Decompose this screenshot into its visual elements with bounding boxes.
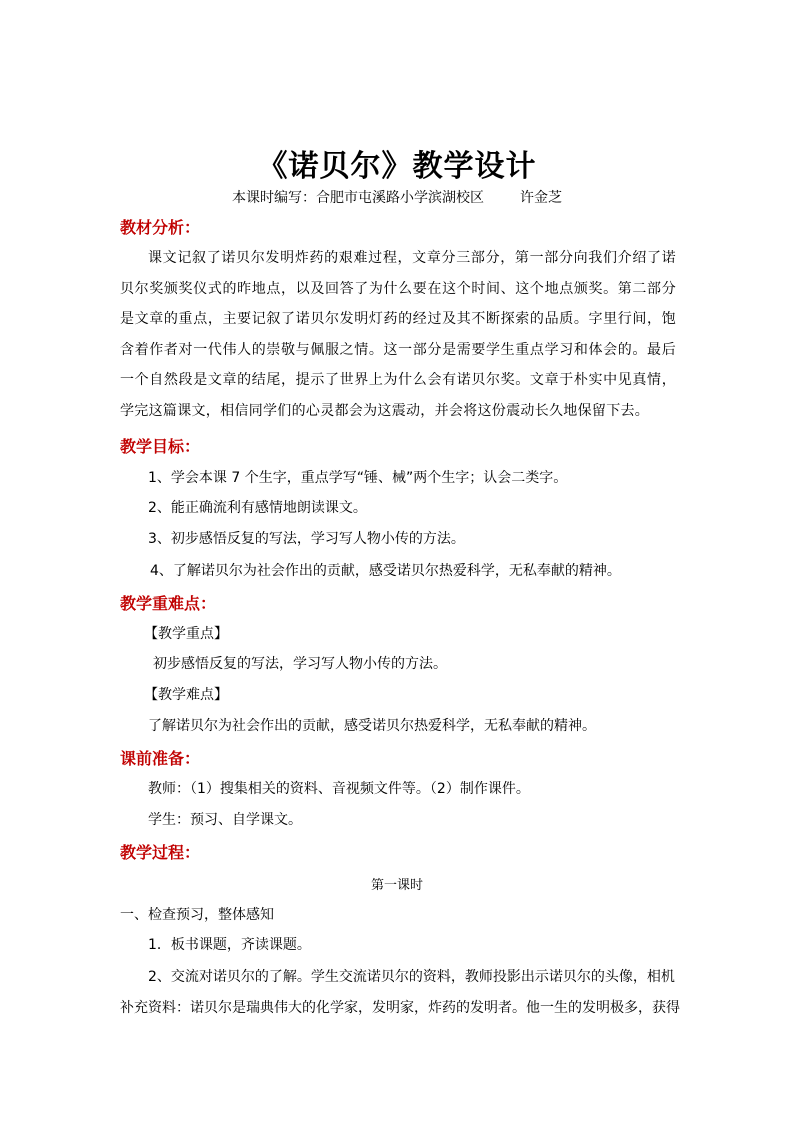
step-1-item-2-line-1: 2、交流对诺贝尔的了解。学生交流诺贝尔的资料，教师投影出示诺贝尔的头像，相机 [148,969,675,985]
goal-item-3: 3、初步感悟反复的写法，学习写人物小传的方法。 [148,531,465,547]
heading-analysis: 教材分析： [120,218,201,237]
author-line [0,187,794,207]
document-title: 《诺贝尔》教学设计 [257,149,537,184]
heading-preparation: 课前准备： [120,749,201,768]
step-1-item-1: 1．板书课题，齐读课题。 [148,937,311,953]
preparation-student: 学生：预习、自学课文。 [148,812,302,828]
preparation-teacher: 教师：（1）搜集相关的资料、音视频文件等。（2）制作课件。 [148,781,530,797]
analysis-paragraph: 课文记叙了诺贝尔发明炸药的艰难过程，文章分三部分，第一部分向我们介绍了诺贝尔奖颁奖仪式的昨地点，以及回答了为什么要在这个时间、这个地点颁奖。第二部分是文章的重点，主要记叙了诺贝尔发明灯药的经过及其不断探索的品质。字里行间，饱含着作者对一代伟人的崇敬与佩服之情。这一部分是需要学生重点学习和体会的。最后一个自然段是文章的结尾，提示了世界上为什么会有诺贝尔奖。文章于朴实中见真情，学完这篇课文，相信同学们的心灵都会为这震动，并会将这份震动长久地保留下去。 [120,250,676,419]
goal-item-2: 2、能正确流利有感情地朗读课文。 [148,500,367,516]
goal-item-4: 4、了解诺贝尔为社会作出的贡献，感受诺贝尔热爱科学，无私奉献的精神。 [150,563,621,579]
author-affiliation: 本课时编写：合肥市屯溪路小学滨湖校区 [232,190,484,206]
lesson-label: 第一课时 [370,878,423,893]
heading-process: 教学过程： [120,843,201,862]
difficulty-text: 了解诺贝尔为社会作出的贡献，感受诺贝尔热爱科学，无私奉献的精神。 [148,718,596,734]
heading-goals: 教学目标： [120,437,201,456]
focus-text: 初步感悟反复的写法，学习写人物小传的方法。 [153,656,447,672]
step-1-heading: 一、检查预习，整体感知 [120,907,274,923]
focus-label: 【教学重点】 [144,626,228,642]
goal-item-1: 1、学会本课 7 个生字，重点学写“锤、械”两个生字；认会二类字。 [148,470,568,486]
heading-keypoints: 教学重难点： [120,594,217,613]
difficulty-label: 【教学难点】 [144,687,228,703]
author-name: 许金芝 [520,190,562,206]
step-1-item-2-line-2: 补充资料：诺贝尔是瑞典伟大的化学家，发明家，炸药的发明者。他一生的发明极多，获得 [120,1000,680,1016]
